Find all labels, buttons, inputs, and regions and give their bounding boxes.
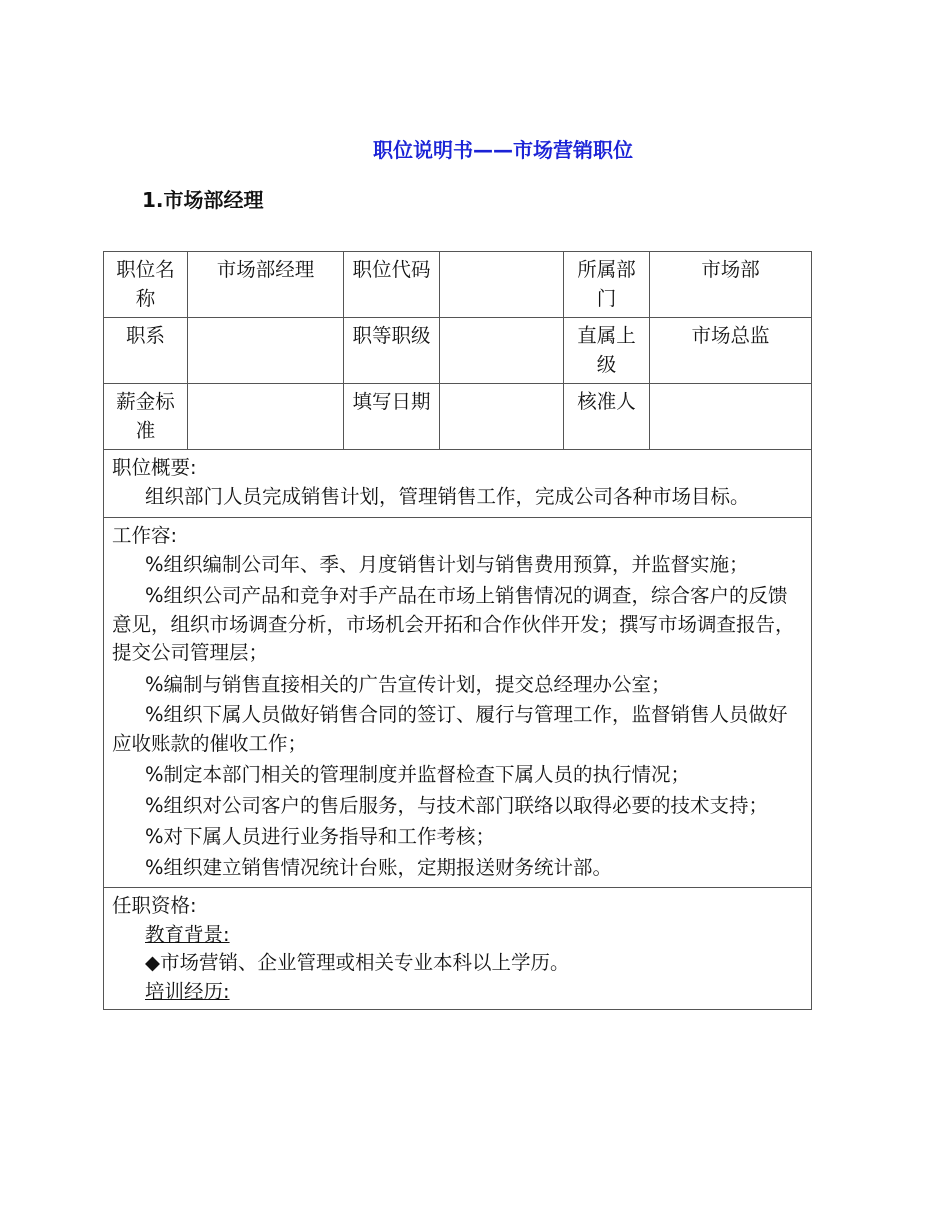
label-fill-date: 填写日期 xyxy=(344,384,440,450)
duty-item: %组织编制公司年、季、月度销售计划与销售费用预算，并监督实施； xyxy=(145,552,749,576)
overview-text: 组织部门人员完成销售计划，管理销售工作，完成公司各种市场目标。 xyxy=(145,484,750,508)
job-description-table xyxy=(103,251,812,1010)
overview-label: 职位概要: xyxy=(112,456,197,479)
education-item: ◆市场营销、企业管理或相关专业本科以上学历。 xyxy=(145,951,570,974)
duty-item: %组织公司产品和竞争对手产品在市场上销售情况的调查，综合客户的反馈意见，组织市场调查分析，市场机会开拓和合作伙伴开发；撰写市场调查报告，提交公司管理层； xyxy=(112,584,795,664)
label-salary-standard: 薪金标准 xyxy=(104,384,188,450)
value-job-series xyxy=(188,318,344,384)
label-job-series: 职系 xyxy=(104,318,188,384)
qualifications-cell xyxy=(104,888,812,1010)
education-heading: 教育背景: xyxy=(145,922,230,946)
value-job-grade xyxy=(440,318,564,384)
training-heading: 培训经历: xyxy=(145,979,230,1003)
duty-item: %制定本部门相关的管理制度并监督检查下属人员的执行情况； xyxy=(145,763,691,786)
value-direct-supervisor: 市场总监 xyxy=(650,318,812,384)
value-position-code xyxy=(440,252,564,318)
qualifications-row xyxy=(104,888,812,1010)
duties-cell xyxy=(104,518,812,888)
duty-item: %编制与销售直接相关的广告宣传计划，提交总经理办公室； xyxy=(145,672,671,696)
value-approver xyxy=(650,384,812,450)
label-direct-supervisor: 直属上级 xyxy=(564,318,650,384)
value-salary-standard xyxy=(188,384,344,450)
duty-item: %组织下属人员做好销售合同的签订、履行与管理工作，监督销售人员做好应收账款的催收工作； xyxy=(112,703,788,755)
label-position-code: 职位代码 xyxy=(344,252,440,318)
value-department: 市场部 xyxy=(650,252,812,318)
value-fill-date xyxy=(440,384,564,450)
label-position-name: 职位名称 xyxy=(104,252,188,318)
qualifications-label: 任职资格: xyxy=(112,894,197,917)
duty-item: %组织建立销售情况统计台账，定期报送财务统计部。 xyxy=(145,855,613,879)
info-row-3 xyxy=(104,384,812,450)
overview-cell xyxy=(104,450,812,518)
overview-row xyxy=(104,450,812,518)
label-job-grade: 职等职级 xyxy=(344,318,440,384)
value-position-name: 市场部经理 xyxy=(188,252,344,318)
info-row-1 xyxy=(104,252,812,318)
duties-row xyxy=(104,518,812,888)
label-department: 所属部门 xyxy=(564,252,650,318)
label-approver: 核准人 xyxy=(564,384,650,450)
duties-label: 工作容: xyxy=(112,524,178,547)
duty-item: %对下属人员进行业务指导和工作考核； xyxy=(145,825,496,848)
document-title: 职位说明书——市场营销职位 xyxy=(373,138,633,162)
section-heading: 1.市场部经理 xyxy=(142,188,264,212)
duty-item: %组织对公司客户的售后服务，与技术部门联络以取得必要的技术支持； xyxy=(145,793,769,817)
info-row-2 xyxy=(104,318,812,384)
